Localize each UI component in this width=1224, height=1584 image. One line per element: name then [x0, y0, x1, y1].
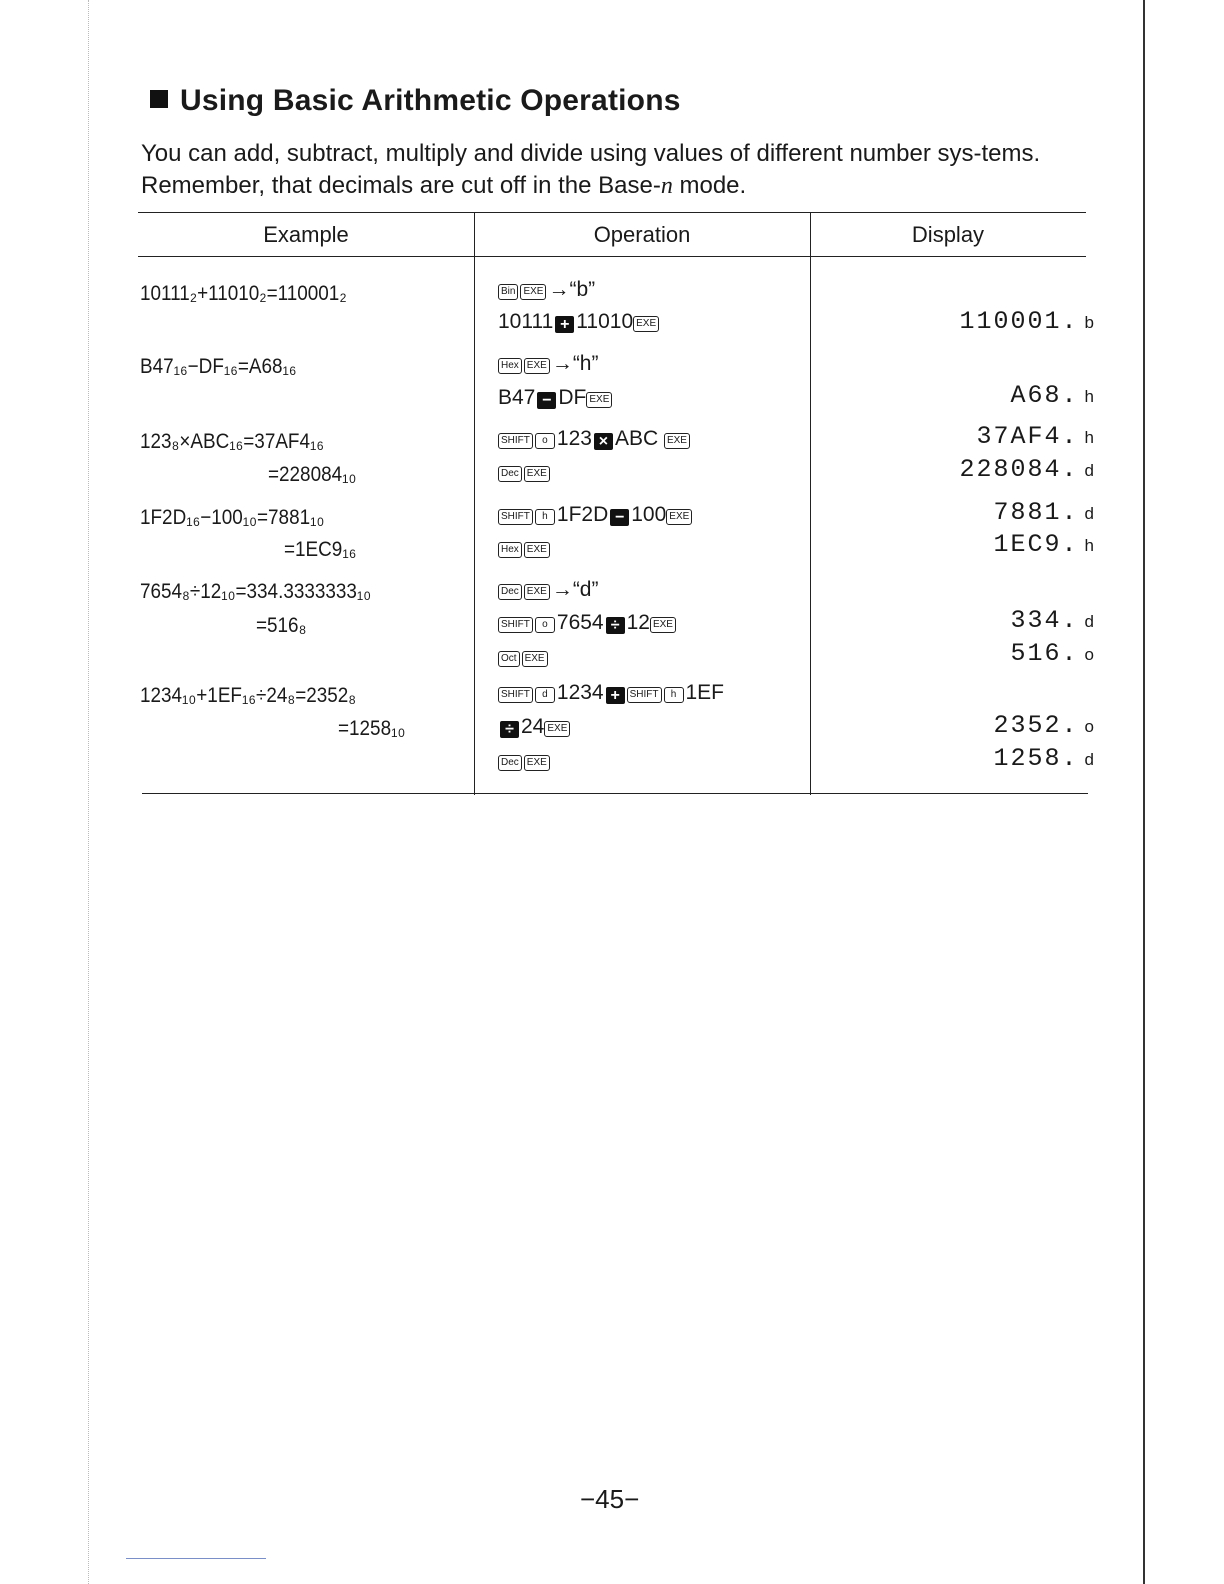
- dec-key-icon: Dec: [498, 466, 522, 482]
- example-1: 10111₂+11010₂=110001₂: [140, 282, 347, 305]
- operation-line-4: B47 − DF EXE: [498, 386, 614, 410]
- exe-key-icon: EXE: [544, 721, 570, 737]
- header-display: Display: [911, 222, 985, 247]
- operation-line-8: [498, 536, 552, 560]
- hex-key-icon: Hex: [498, 542, 522, 558]
- display-result-7: 334. d: [1010, 606, 1094, 635]
- dec-key-icon: Dec: [498, 584, 522, 600]
- minus-key-icon: −: [537, 392, 556, 409]
- bin-key-icon: Bin: [498, 284, 518, 300]
- example-4: 1F2D₁₆−100₁₀=7881₁₀: [140, 506, 325, 529]
- operation-line-7: SHIFT h 1F2D − 100 EXE: [498, 503, 694, 527]
- display-result-6: 1EC9. h: [993, 530, 1094, 559]
- display-result-8: 516. o: [1010, 639, 1094, 668]
- exe-key-icon: EXE: [520, 284, 546, 300]
- operation-line-13: ÷ 24 EXE: [498, 715, 572, 739]
- shift-key-icon: SHIFT: [498, 433, 533, 449]
- example-5: 7654₈÷12₁₀=334.3333333₁₀: [140, 580, 372, 603]
- operation-line-11: [498, 645, 550, 669]
- exe-key-icon: EXE: [650, 617, 676, 633]
- exe-key-icon: EXE: [522, 651, 548, 667]
- shift-key-icon: SHIFT: [498, 687, 533, 703]
- display-result-5: 7881. d: [993, 498, 1094, 527]
- intro-paragraph: You can add, subtract, multiply and divide using values of different number sys-tems. Remember, that decimals are cut off in the Base-n mode.: [141, 140, 1041, 199]
- h-key-icon: h: [664, 687, 684, 703]
- table-divider-2: [810, 213, 811, 795]
- example-5-cont: =516₈: [256, 614, 307, 637]
- operation-line-14: [498, 749, 552, 773]
- display-result-4: 228084. d: [959, 455, 1094, 484]
- table-top-rule: [138, 212, 1086, 213]
- footer-rule: [126, 1558, 266, 1559]
- exe-key-icon: EXE: [666, 509, 692, 525]
- page-edge-right: [1143, 0, 1145, 1584]
- example-6-cont: =1258₁₀: [338, 717, 406, 740]
- divide-key-icon: ÷: [606, 617, 625, 634]
- table-divider-1: [474, 213, 475, 795]
- example-2: B47₁₆−DF₁₆=A68₁₆: [140, 355, 297, 378]
- display-result-9: 2352. o: [993, 711, 1094, 740]
- example-3-cont: =228084₁₀: [268, 463, 357, 486]
- display-result-1: 110001. b: [959, 307, 1094, 336]
- display-result-2: A68. h: [1010, 381, 1094, 410]
- exe-key-icon: EXE: [524, 542, 550, 558]
- times-key-icon: ×: [594, 433, 613, 450]
- shift-key-icon: SHIFT: [498, 509, 533, 525]
- example-6: 1234₁₀+1EF₁₆÷24₈=2352₈: [140, 684, 357, 707]
- exe-key-icon: EXE: [524, 584, 550, 600]
- operation-line-3: Hex EXE →“h”: [498, 352, 598, 376]
- table-header-rule: [138, 256, 1086, 257]
- section-heading: [150, 84, 681, 118]
- header-example: Example: [263, 222, 349, 247]
- operation-line-10: SHIFT o 7654 ÷ 12 EXE: [498, 611, 678, 635]
- operation-line-1: Bin EXE →“b”: [498, 278, 595, 302]
- shift-key-icon: SHIFT: [498, 617, 533, 633]
- display-result-10: 1258. d: [993, 744, 1094, 773]
- intro-n-variable: n: [660, 173, 673, 199]
- d-key-icon: d: [535, 687, 555, 703]
- minus-key-icon: −: [610, 509, 629, 526]
- h-key-icon: h: [535, 509, 555, 525]
- section-heading-text: Using Basic Arithmetic Operations: [180, 84, 681, 117]
- operation-line-9: Dec EXE →“d”: [498, 578, 598, 602]
- operation-line-2: 10111 + 11010 EXE: [498, 310, 661, 334]
- plus-key-icon: +: [606, 687, 625, 704]
- exe-key-icon: EXE: [664, 433, 690, 449]
- square-bullet-icon: [150, 90, 168, 108]
- dec-key-icon: Dec: [498, 755, 522, 771]
- page-number: −45−: [580, 1484, 640, 1514]
- exe-key-icon: EXE: [524, 358, 550, 374]
- exe-key-icon: EXE: [586, 392, 612, 408]
- o-key-icon: o: [535, 617, 555, 633]
- exe-key-icon: EXE: [633, 316, 659, 332]
- shift-key-icon: SHIFT: [627, 687, 662, 703]
- display-result-3: 37AF4. h: [976, 422, 1094, 451]
- table-bottom-rule: [142, 793, 1088, 794]
- oct-key-icon: Oct: [498, 651, 520, 667]
- exe-key-icon: EXE: [524, 466, 550, 482]
- page-edge-left: [88, 0, 89, 1584]
- o-key-icon: o: [535, 433, 555, 449]
- header-operation: Operation: [593, 222, 691, 247]
- example-3: 123₈×ABC₁₆=37AF4₁₆: [140, 430, 324, 453]
- plus-key-icon: +: [555, 316, 574, 333]
- hex-key-icon: Hex: [498, 358, 522, 374]
- operation-line-5: SHIFT o 123 × ABC EXE: [498, 427, 692, 451]
- operation-line-6: [498, 460, 552, 484]
- divide-key-icon: ÷: [500, 721, 519, 738]
- exe-key-icon: EXE: [524, 755, 550, 771]
- example-4-cont: =1EC9₁₆: [284, 538, 357, 561]
- operation-line-12: SHIFT d 1234 + SHIFT h 1EF: [498, 681, 724, 705]
